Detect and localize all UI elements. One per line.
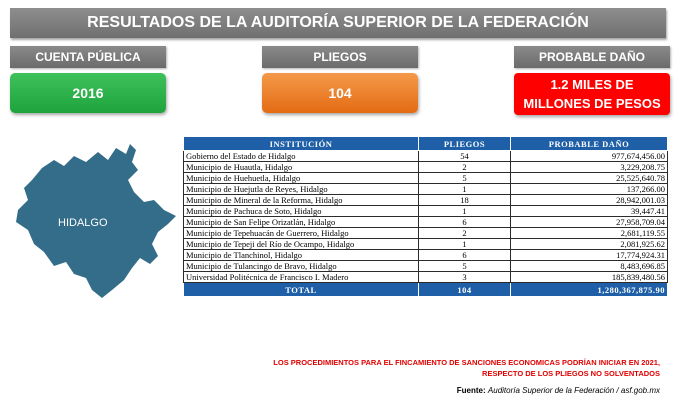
table-row <box>184 217 668 228</box>
cell-institucion: Municipio de Tepeji del Río de Ocampo, Hidalgo <box>184 239 419 250</box>
header-pliegos: PLIEGOS <box>419 137 511 151</box>
cell-pliegos: 1 <box>419 239 511 250</box>
pliegos-card <box>262 46 418 113</box>
cell-pliegos: 3 <box>419 272 511 283</box>
cuenta-publica-label: CUENTA PÚBLICA <box>10 46 166 68</box>
cell-institucion: Municipio de Tulancingo de Bravo, Hidalgo <box>184 261 419 272</box>
footer-note-line1: LOS PROCEDIMIENTOS PARA EL FINCAMIENTO DE SANCIONES ECONOMICAS PODRÍAN INICIAR EN 2021, <box>273 358 660 367</box>
total-label: TOTAL <box>184 283 419 297</box>
pliegos-label: PLIEGOS <box>262 46 418 68</box>
cell-dano: 3,229,208.75 <box>511 162 668 173</box>
cuenta-publica-value: 2016 <box>10 73 166 113</box>
cell-institucion: Municipio de Huejutla de Reyes, Hidalgo <box>184 184 419 195</box>
total-pliegos: 104 <box>419 283 511 297</box>
cell-pliegos: 6 <box>419 217 511 228</box>
cell-institucion: Universidad Politécnica de Francisco I. Madero <box>184 272 419 283</box>
table-row <box>184 195 668 206</box>
results-table <box>183 136 668 297</box>
page-title: RESULTADOS DE LA AUDITORÍA SUPERIOR DE LA FEDERACIÓN <box>10 8 666 38</box>
cell-pliegos: 1 <box>419 206 511 217</box>
source-text: Auditoría Superior de la Federación / asf.gob.mx <box>487 386 660 395</box>
cell-dano: 2,081,925.62 <box>511 239 668 250</box>
cell-dano: 137,266.00 <box>511 184 668 195</box>
footer-note-line2: RESPECTO DE LOS PLIEGOS NO SOLVENTADOS <box>482 369 660 378</box>
cell-institucion: Gobierno del Estado de Hidalgo <box>184 151 419 162</box>
cell-institucion: Municipio de Huehuetla, Hidalgo <box>184 173 419 184</box>
cell-dano: 977,674,456.00 <box>511 151 668 162</box>
cell-pliegos: 5 <box>419 173 511 184</box>
total-dano: 1,280,367,875.90 <box>511 283 668 297</box>
header-institucion: INSTITUCIÓN <box>184 137 419 151</box>
cell-institucion: Municipio de Tlanchinol, Hidalgo <box>184 250 419 261</box>
pliegos-value: 104 <box>262 73 418 113</box>
cell-institucion: Municipio de San Felipe Orizatlán, Hidalgo <box>184 217 419 228</box>
cell-dano: 17,774,924.31 <box>511 250 668 261</box>
cell-dano: 27,958,709.04 <box>511 217 668 228</box>
cell-dano: 39,447.41 <box>511 206 668 217</box>
table-row <box>184 151 668 162</box>
probable-dano-card <box>514 46 670 115</box>
cell-institucion: Municipio de Tepehuacán de Guerrero, Hidalgo <box>184 228 419 239</box>
cell-pliegos: 2 <box>419 162 511 173</box>
table-row <box>184 250 668 261</box>
cell-institucion: Municipio de Huautla, Hidalgo <box>184 162 419 173</box>
cuenta-publica-card <box>10 46 166 113</box>
cell-pliegos: 54 <box>419 151 511 162</box>
cell-pliegos: 5 <box>419 261 511 272</box>
header-probable-dano: PROBABLE DAÑO <box>511 137 668 151</box>
map-label: HIDALGO <box>58 217 108 229</box>
cell-pliegos: 1 <box>419 184 511 195</box>
cell-dano: 185,839,480.56 <box>511 272 668 283</box>
source-citation <box>457 386 660 395</box>
cell-institucion: Municipio de Mineral de la Reforma, Hidalgo <box>184 195 419 206</box>
table-row <box>184 228 668 239</box>
probable-dano-label: PROBABLE DAÑO <box>514 46 670 68</box>
hidalgo-map <box>8 140 178 300</box>
cell-pliegos: 2 <box>419 228 511 239</box>
probable-dano-value: 1.2 MILES DE MILLONES DE PESOS <box>514 73 670 115</box>
table-total-row <box>184 283 668 297</box>
cell-dano: 25,525,640.78 <box>511 173 668 184</box>
cell-pliegos: 6 <box>419 250 511 261</box>
table-row <box>184 162 668 173</box>
source-label: Fuente: <box>456 386 486 395</box>
cell-dano: 28,942,001.03 <box>511 195 668 206</box>
table-row <box>184 272 668 283</box>
table-row <box>184 261 668 272</box>
table-row <box>184 173 668 184</box>
cell-dano: 8,483,696.85 <box>511 261 668 272</box>
table-row <box>184 184 668 195</box>
table-row <box>184 239 668 250</box>
table-row <box>184 206 668 217</box>
footer-note <box>210 357 660 379</box>
cell-dano: 2,681,119.55 <box>511 228 668 239</box>
table-header-row <box>184 137 668 151</box>
cell-institucion: Municipio de Pachuca de Soto, Hidalgo <box>184 206 419 217</box>
cell-pliegos: 18 <box>419 195 511 206</box>
